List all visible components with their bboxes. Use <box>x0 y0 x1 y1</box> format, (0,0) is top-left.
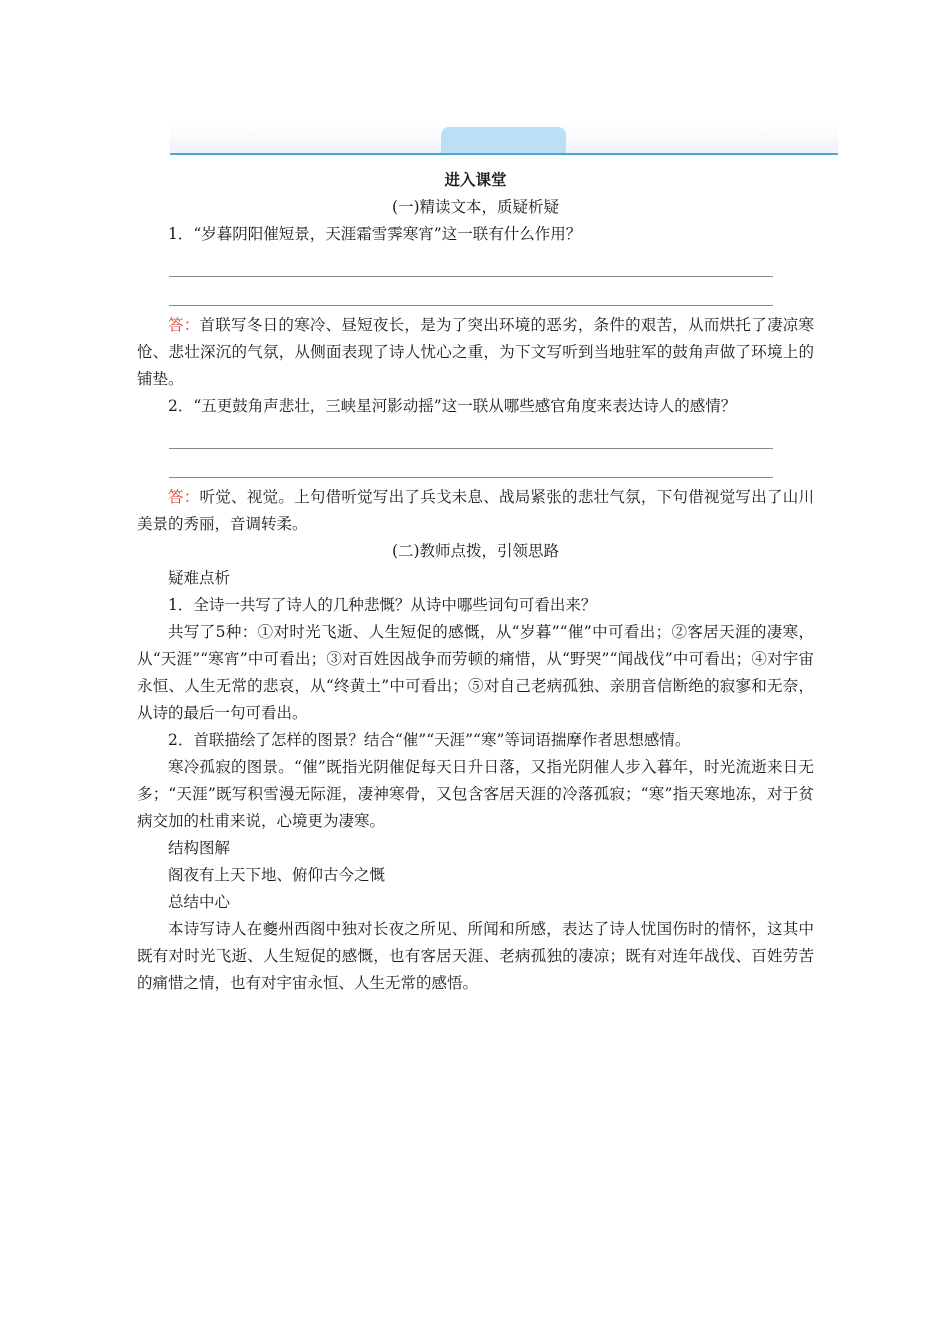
section-title: 进入课堂 <box>444 171 507 189</box>
summary-text: 本诗写诗人在夔州西阁中独对长夜之所见、所闻和所感，表达了诗人忧国伤时的情怀，这其中既有对时光飞逝、人生短促的感慨，也有客居天涯、老病孤独的凄凉；既有对连年战伐、百姓劳苦的痛惜之情，也有对宇宙永恒、人生无常的感悟。 <box>137 920 814 992</box>
blank-line <box>169 420 773 449</box>
part2-answer-2: 寒冷孤寂的图景。“催”既指光阴催促每天日升日落，又指光阴催人步入暮年，时光流逝来日无多；“天涯”既写积雪漫无际涯，凄神寒骨，又包含客居天涯的冷落孤寂；“寒”指天寒地冻，对于贫病交加的杜甫来说，心境更为凄寒。 <box>137 758 814 830</box>
subheading-difficulty: 疑难点析 <box>168 569 231 587</box>
blank-line <box>169 277 773 306</box>
part1-answer-1 <box>137 312 814 393</box>
answer-blank-lines-1 <box>137 248 814 306</box>
part1-question-2: 2．“五更鼓角声悲壮，三峡星河影动摇”这一联从哪些感官角度来表达诗人的感情？ <box>168 397 737 415</box>
part1-heading: (一)精读文本，质疑析疑 <box>391 198 560 216</box>
part1-question-1: 1．“岁暮阴阳催短景，天涯霜雪霁寒宵”这一联有什么作用？ <box>168 225 582 243</box>
part2-question-2: 2．首联描绘了怎样的图景？结合“催”“天涯”“寒”等词语揣摩作者思想感情。 <box>168 731 691 749</box>
document-body <box>137 167 814 997</box>
part2-heading: (二)教师点拨，引领思路 <box>391 542 560 560</box>
answer-label: 答： <box>168 316 200 334</box>
header-tab <box>441 127 566 154</box>
structure-text: 阁夜有上天下地、俯仰古今之慨 <box>168 866 386 884</box>
subheading-structure: 结构图解 <box>168 839 231 857</box>
answer-text: 听觉、视觉。上句借听觉写出了兵戈未息、战局紧张的悲壮气氛，下句借视觉写出了山川美景的秀丽，音调转柔。 <box>137 488 814 533</box>
answer-blank-lines-2 <box>137 420 814 478</box>
answer-label: 答： <box>168 488 200 506</box>
part2-question-1: 1．全诗一共写了诗人的几种悲慨？从诗中哪些词句可看出来？ <box>168 596 597 614</box>
blank-line <box>169 449 773 478</box>
answer-text: 首联写冬日的寒冷、昼短夜长，是为了突出环境的恶劣，条件的艰苦，从而烘托了凄凉寒怆、悲壮深沉的气氛，从侧面表现了诗人忧心之重，为下文写听到当地驻军的鼓角声做了环境上的铺垫。 <box>137 316 814 388</box>
header-rule <box>170 153 838 155</box>
subheading-summary: 总结中心 <box>168 893 231 911</box>
part1-answer-2 <box>137 484 814 538</box>
part2-answer-1: 共写了5种：①对时光飞逝、人生短促的感慨，从“岁暮”“催”中可看出；②客居天涯的凄寒，从“天涯”“寒宵”中可看出；③对百姓因战争而劳顿的痛惜，从“野哭”“闻战伐”中可看出；④对宇宙永恒、人生无常的悲哀，从“终黄土”中可看出；⑤对自己老病孤独、亲朋音信断绝的寂寥和无奈，从诗的最后一句可看出。 <box>137 623 814 722</box>
blank-line <box>169 248 773 277</box>
